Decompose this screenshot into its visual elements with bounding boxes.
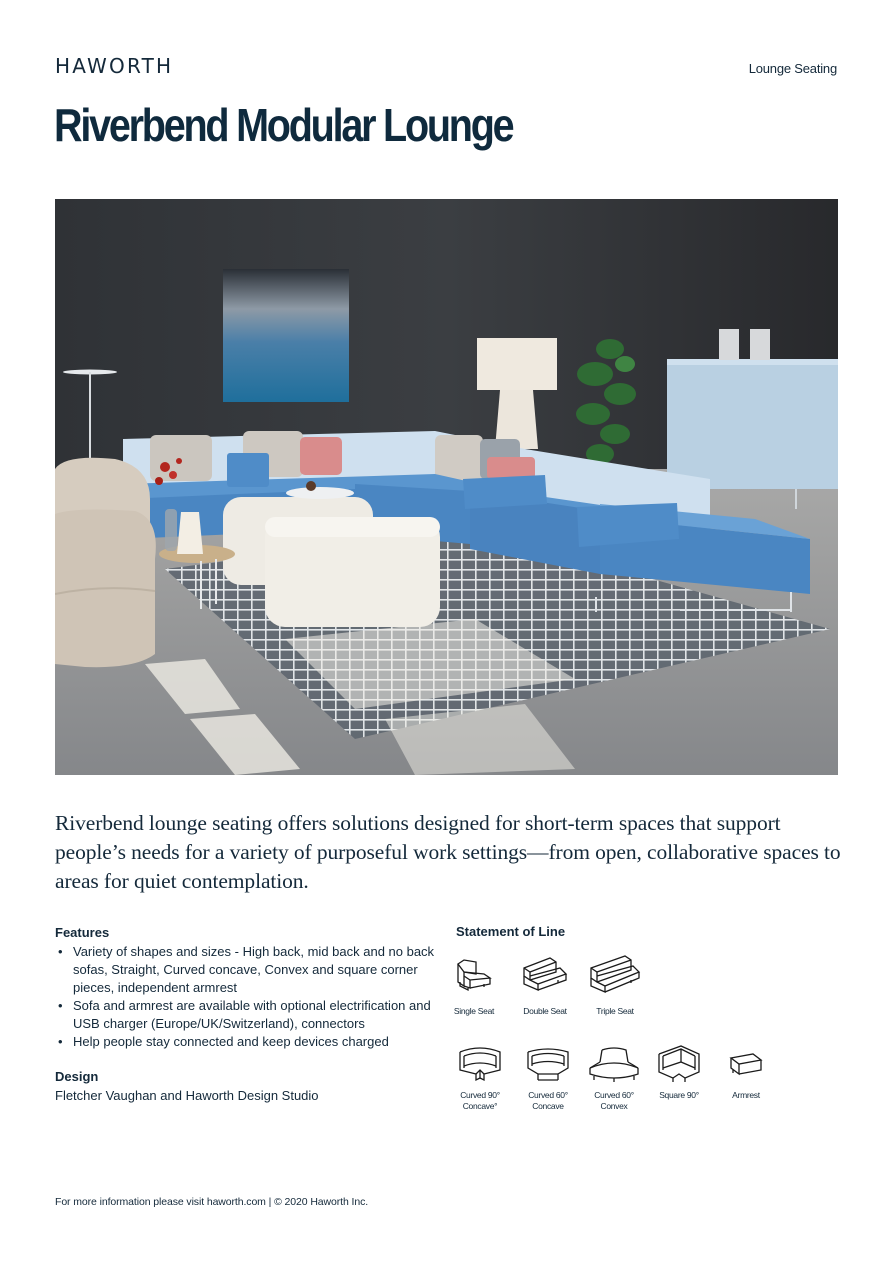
sol-label: Single Seat — [453, 1006, 495, 1016]
feature-item: • Sofa and armrest are available with optional electrification and USB charger (Europe/UK/Switzerland), connectors — [55, 997, 435, 1033]
intro-paragraph: Riverbend lounge seating offers solutions designed for short-term spaces that support people’s needs for a variety of purposeful work settings—from open, collaborative spaces to areas for quiet contemplation. — [55, 811, 841, 893]
sol-item-curved-90-concave — [450, 1044, 510, 1112]
design-heading: Design — [55, 1069, 99, 1084]
square-90-icon — [655, 1044, 703, 1084]
design-section — [55, 1068, 319, 1105]
sol-item-curved-60-convex — [584, 1044, 644, 1112]
brand-logo: HAWORTH — [55, 54, 174, 78]
statement-of-line-heading: Statement of Line — [456, 924, 566, 939]
sol-label: Triple Seat — [596, 1006, 634, 1016]
curved-90-concave-icon — [456, 1044, 504, 1082]
sol-item-double-seat — [516, 954, 574, 1017]
curved-60-convex-icon — [588, 1044, 640, 1082]
sol-item-single-seat — [450, 954, 498, 1017]
footer-text: For more information please visit haworth.com | © 2020 Haworth Inc. — [55, 1196, 369, 1208]
sol-item-armrest — [720, 1050, 772, 1101]
features-list — [55, 943, 435, 1051]
page-title: Riverbend Modular Lounge — [54, 99, 513, 151]
sol-item-curved-60-concave — [518, 1044, 578, 1112]
sol-label: Armrest — [732, 1090, 760, 1100]
statement-of-line-section — [453, 924, 836, 1111]
sol-label: Double Seat — [523, 1006, 567, 1016]
hero-photo — [55, 199, 838, 775]
sol-item-triple-seat — [584, 952, 646, 1017]
feature-item: • Variety of shapes and sizes - High back, mid back and no back sofas, Straight, Curved concave, Convex and square corner pieces, independent armrest — [55, 943, 435, 997]
armrest-icon — [729, 1050, 763, 1080]
category-label: Lounge Seating — [748, 61, 837, 76]
sol-label: Curved 60° Concave — [528, 1090, 568, 1111]
curved-60-concave-icon — [524, 1044, 572, 1082]
feature-item: • Help people stay connected and keep devices charged — [55, 1033, 435, 1051]
sol-label: Curved 90° Concave° — [460, 1090, 500, 1111]
triple-seat-icon — [587, 952, 643, 994]
features-section — [55, 924, 435, 1051]
sol-label: Curved 60° Convex — [594, 1090, 634, 1111]
features-heading: Features — [55, 925, 110, 940]
sol-label: Square 90° — [659, 1090, 699, 1100]
design-credit: Fletcher Vaughan and Haworth Design Studio — [55, 1088, 319, 1103]
single-seat-icon — [454, 954, 494, 994]
sol-item-square-90 — [650, 1044, 708, 1101]
double-seat-icon — [520, 954, 570, 994]
lounge-scene-image — [55, 199, 838, 775]
